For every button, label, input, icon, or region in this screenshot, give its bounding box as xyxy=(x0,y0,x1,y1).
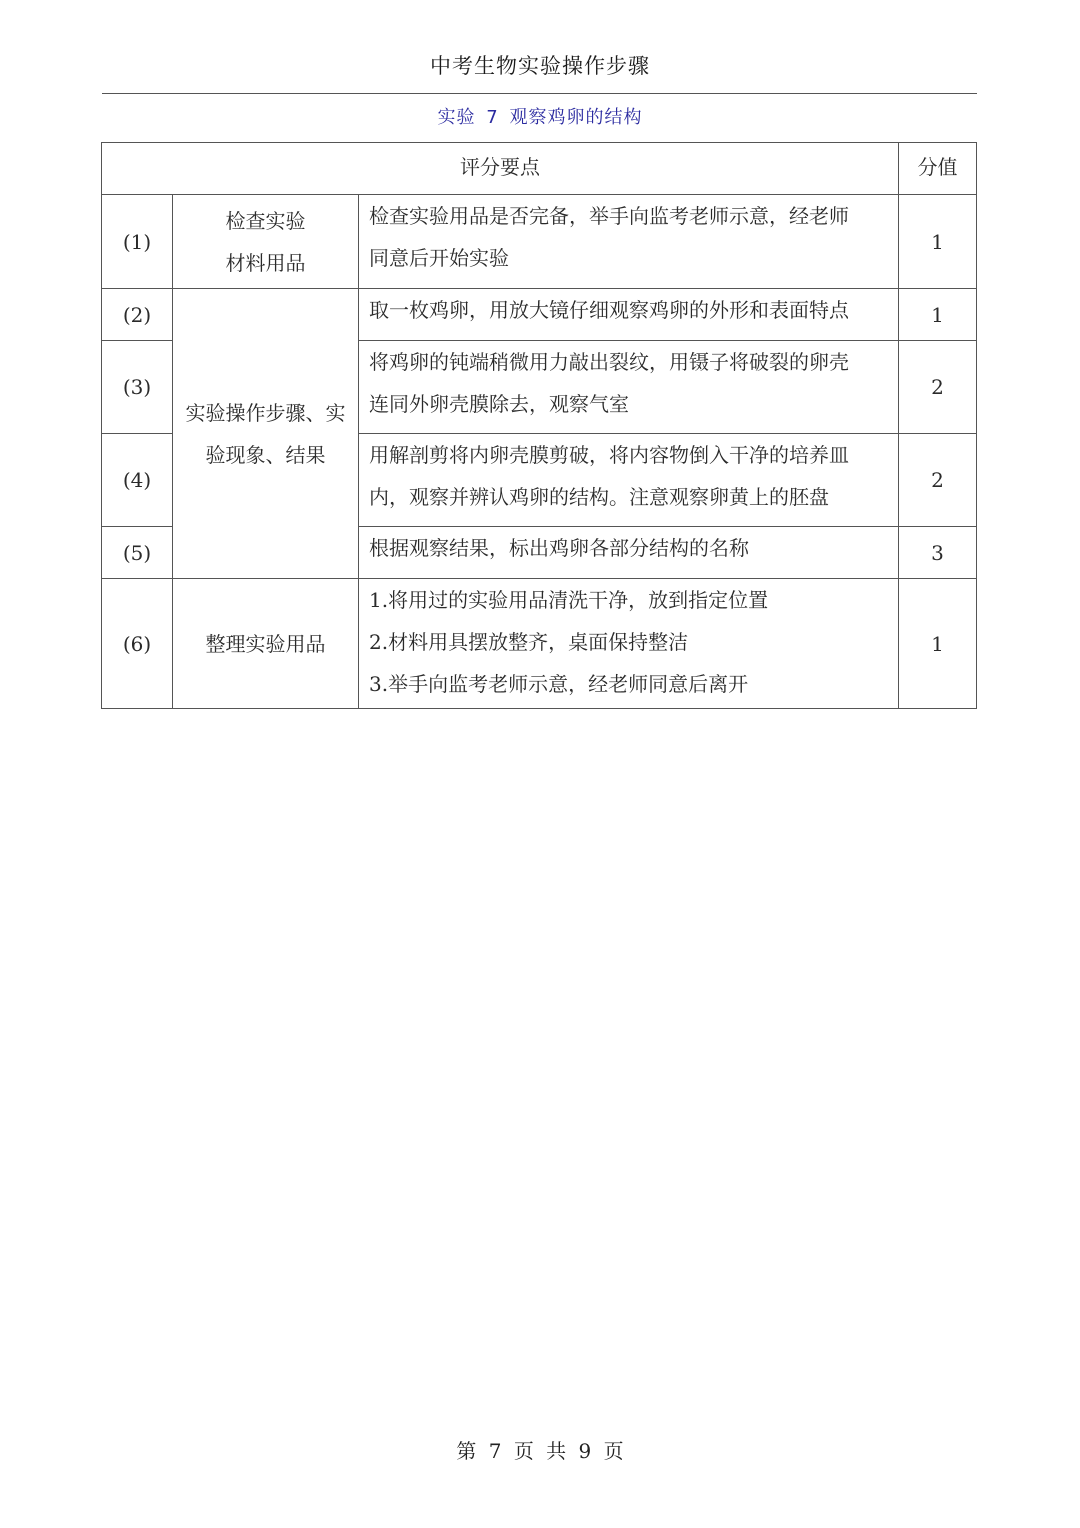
category-line: 检查实验 xyxy=(225,208,306,233)
description-line: 内，观察并辨认鸡卵的结构。注意观察卵黄上的胚盘 xyxy=(369,485,829,509)
document-header-title: 中考生物实验操作步骤 xyxy=(430,54,650,78)
score-header: 分值 xyxy=(899,143,977,195)
row-description xyxy=(359,434,899,527)
row-number: (3) xyxy=(102,341,173,434)
points-header: 评分要点 xyxy=(102,143,899,195)
row-category xyxy=(173,289,359,579)
category-line: 验现象、结果 xyxy=(205,442,326,467)
description-line: 根据观察结果，标出鸡卵各部分结构的名称 xyxy=(369,536,749,560)
row-number: (1) xyxy=(102,195,173,289)
category-line: 整理实验用品 xyxy=(205,631,326,656)
row-description xyxy=(359,579,899,709)
page-number: 第 7 页 共 9 页 xyxy=(456,1439,624,1463)
row-description xyxy=(359,527,899,579)
description-line: 连同外卵壳膜除去，观察气室 xyxy=(369,392,629,416)
table-row xyxy=(102,579,977,709)
row-score: 1 xyxy=(899,289,977,341)
row-score: 3 xyxy=(899,527,977,579)
row-score: 1 xyxy=(899,579,977,709)
experiment-title: 实验 7 观察鸡卵的结构 xyxy=(437,107,643,128)
row-category xyxy=(173,579,359,709)
category-line: 实验操作步骤、实 xyxy=(185,400,346,425)
description-line: 3.举手向监考老师示意，经老师同意后离开 xyxy=(369,672,749,696)
row-score: 2 xyxy=(899,434,977,527)
category-line: 材料用品 xyxy=(225,250,306,275)
row-score: 2 xyxy=(899,341,977,434)
description-line: 取一枚鸡卵，用放大镜仔细观察鸡卵的外形和表面特点 xyxy=(369,298,849,322)
row-category xyxy=(173,195,359,289)
description-line: 同意后开始实验 xyxy=(369,246,509,270)
header-divider xyxy=(102,93,977,94)
row-score: 1 xyxy=(899,195,977,289)
row-description xyxy=(359,341,899,434)
row-number: (5) xyxy=(102,527,173,579)
description-line: 1.将用过的实验用品清洗干净，放到指定位置 xyxy=(369,588,769,612)
row-number: (2) xyxy=(102,289,173,341)
row-description xyxy=(359,289,899,341)
description-line: 用解剖剪将内卵壳膜剪破，将内容物倒入干净的培养皿 xyxy=(369,443,849,467)
row-number: (6) xyxy=(102,579,173,709)
table-row xyxy=(102,289,977,341)
description-line: 将鸡卵的钝端稍微用力敲出裂纹，用镊子将破裂的卵壳 xyxy=(369,350,849,374)
row-description xyxy=(359,195,899,289)
description-line: 2.材料用具摆放整齐，桌面保持整洁 xyxy=(369,630,689,654)
table-row xyxy=(102,195,977,289)
row-number: (4) xyxy=(102,434,173,527)
description-line: 检查实验用品是否完备，举手向监考老师示意，经老师 xyxy=(369,204,849,228)
scoring-table xyxy=(101,142,977,709)
table-header-row xyxy=(102,143,977,195)
